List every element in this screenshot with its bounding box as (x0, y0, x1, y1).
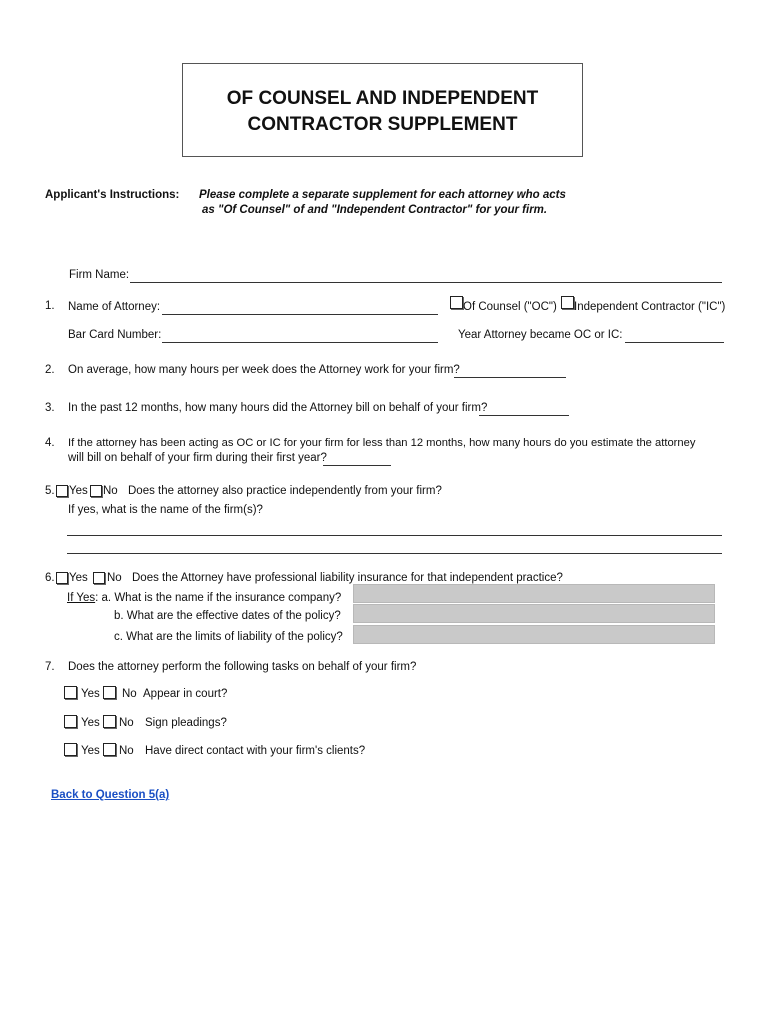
q7-task3-yes-label: Yes (81, 745, 100, 757)
q7-task2-yes-checkbox[interactable] (64, 715, 77, 728)
q7-task3-text: Have direct contact with your firm's clients? (145, 745, 366, 757)
independent-contractor-checkbox[interactable] (561, 296, 574, 309)
q7-task3-yes-checkbox[interactable] (64, 743, 77, 756)
form-title-line2: CONTRACTOR SUPPLEMENT (247, 114, 518, 135)
q7-task1-no-checkbox[interactable] (103, 686, 116, 699)
q7-task3-no-label: No (119, 745, 134, 757)
q7-number: 7. (45, 661, 55, 673)
q5-no-checkbox[interactable] (90, 485, 102, 497)
q5-yes-label: Yes (69, 485, 88, 497)
year-field[interactable] (625, 342, 724, 343)
back-to-question-link[interactable]: Back to Question 5(a) (51, 789, 170, 801)
liability-limits-field[interactable] (353, 625, 715, 644)
q6-if-yes-label: If Yes (67, 592, 96, 604)
firm-name-label: Firm Name: (69, 269, 130, 281)
q6-a-row (67, 592, 341, 604)
q6-a-text: : a. What is the name if the insurance company? (95, 592, 342, 604)
q6-b-text: b. What are the effective dates of the policy? (114, 610, 341, 622)
q7-task2-no-label: No (119, 717, 134, 729)
bar-card-field[interactable] (162, 342, 438, 343)
instructions-line1: Please complete a separate supplement for each attorney who acts (199, 189, 566, 201)
attorney-name-label: Name of Attorney: (68, 301, 161, 313)
q3-number: 3. (45, 402, 55, 414)
q4-answer-field[interactable] (323, 465, 391, 466)
q2-number: 2. (45, 364, 55, 376)
q7-task2-text: Sign pleadings? (145, 717, 227, 729)
form-title-line1: OF COUNSEL AND INDEPENDENT (226, 88, 539, 109)
policy-dates-field[interactable] (353, 604, 715, 623)
q6-yes-checkbox[interactable] (56, 572, 68, 584)
q2-text: On average, how many hours per week does the Attorney work for your firm? (68, 364, 460, 376)
q1-number: 1. (45, 300, 55, 312)
q6-number: 6. (45, 572, 55, 584)
q6-no-label: No (107, 572, 122, 584)
q7-task2-no-checkbox[interactable] (103, 715, 116, 728)
q7-task1-text: Appear in court? (143, 688, 228, 700)
insurance-company-field[interactable] (353, 584, 715, 603)
q7-task1-yes-checkbox[interactable] (64, 686, 77, 699)
q5-firm-field-2[interactable] (67, 553, 722, 554)
q6-text: Does the Attorney have professional liability insurance for that independent practice? (132, 572, 563, 584)
q5-followup: If yes, what is the name of the firm(s)? (68, 504, 263, 516)
q4-number: 4. (45, 437, 55, 449)
instructions-label: Applicant's Instructions: (45, 189, 180, 201)
q7-text: Does the attorney perform the following tasks on behalf of your firm? (68, 661, 417, 673)
instructions-line2: as "Of Counsel" of and "Independent Contractor" for your firm. (202, 204, 548, 216)
q6-yes-label: Yes (69, 572, 88, 584)
q5-firm-field-1[interactable] (67, 535, 722, 536)
q5-no-label: No (103, 485, 118, 497)
q7-task1-yes-label: Yes (81, 688, 100, 700)
q5-number: 5. (45, 485, 55, 497)
q5-yes-checkbox[interactable] (56, 485, 68, 497)
of-counsel-checkbox[interactable] (450, 296, 463, 309)
bar-card-label: Bar Card Number: (68, 329, 162, 341)
q2-answer-field[interactable] (454, 377, 566, 378)
q4-text-line1: If the attorney has been acting as OC or IC for your firm for less than 12 months, how many hours do you estimate the attorney (68, 437, 696, 449)
q7-task2-yes-label: Yes (81, 717, 100, 729)
q7-task3-no-checkbox[interactable] (103, 743, 116, 756)
q5-text: Does the attorney also practice independently from your firm? (128, 485, 442, 497)
year-label: Year Attorney became OC or IC: (458, 329, 623, 341)
q3-text: In the past 12 months, how many hours did the Attorney bill on behalf of your firm? (68, 402, 488, 414)
of-counsel-label: Of Counsel ("OC") (463, 301, 557, 313)
firm-name-field[interactable] (130, 282, 722, 283)
q4-text-line2: will bill on behalf of your firm during their first year? (68, 452, 327, 464)
q6-c-text: c. What are the limits of liability of the policy? (114, 631, 343, 643)
q7-task1-no-label: No (122, 688, 137, 700)
independent-contractor-label: Independent Contractor ("IC") (574, 301, 726, 313)
q3-answer-field[interactable] (479, 415, 569, 416)
attorney-name-field[interactable] (162, 314, 438, 315)
title-box (182, 63, 583, 157)
q6-no-checkbox[interactable] (93, 572, 105, 584)
